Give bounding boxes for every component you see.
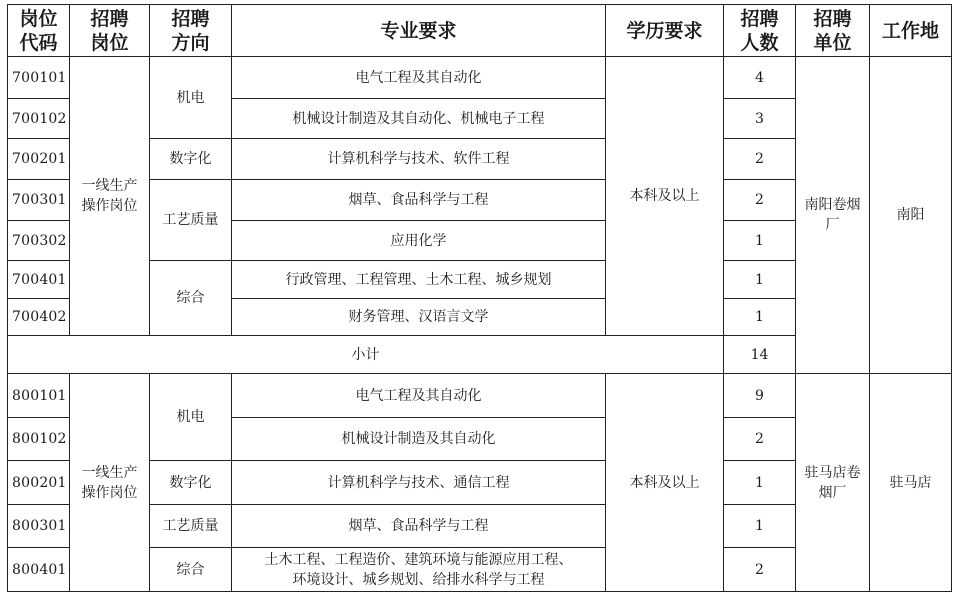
header-count: 招聘 人数 <box>724 5 796 57</box>
count-cell: 3 <box>724 99 796 139</box>
major-cell: 计算机科学与技术、通信工程 <box>232 461 606 505</box>
count-cell: 9 <box>724 374 796 418</box>
code-cell: 700301 <box>8 180 70 221</box>
code-cell: 700402 <box>8 299 70 336</box>
direction-cell: 综合 <box>150 261 232 336</box>
code-cell: 800301 <box>8 505 70 548</box>
direction-cell: 机电 <box>150 374 232 461</box>
subtotal-label: 小计 <box>8 336 724 374</box>
major-cell: 行政管理、工程管理、土木工程、城乡规划 <box>232 261 606 299</box>
count-cell: 2 <box>724 180 796 221</box>
major-cell: 电气工程及其自动化 <box>232 374 606 418</box>
position-cell: 一线生产 操作岗位 <box>70 57 150 336</box>
subtotal-value: 14 <box>724 336 796 374</box>
count-cell: 1 <box>724 299 796 336</box>
code-cell: 700302 <box>8 221 70 261</box>
location-cell: 南阳 <box>870 57 952 374</box>
header-education: 学历要求 <box>606 5 724 57</box>
table-row <box>8 374 952 418</box>
header-code: 岗位 代码 <box>8 5 70 57</box>
unit-cell: 南阳卷烟 厂 <box>796 57 870 374</box>
major-cell: 土木工程、工程造价、建筑环境与能源应用工程、 环境设计、城乡规划、给排水科学与工程 <box>232 548 606 592</box>
header-direction: 招聘 方向 <box>150 5 232 57</box>
direction-cell: 工艺质量 <box>150 505 232 548</box>
major-cell: 机械设计制造及其自动化、机械电子工程 <box>232 99 606 139</box>
education-cell: 本科及以上 <box>606 57 724 336</box>
code-cell: 800101 <box>8 374 70 418</box>
code-cell: 800102 <box>8 418 70 461</box>
code-cell: 700102 <box>8 99 70 139</box>
major-cell: 烟草、食品科学与工程 <box>232 505 606 548</box>
major-cell: 计算机科学与技术、软件工程 <box>232 139 606 180</box>
count-cell: 1 <box>724 221 796 261</box>
recruitment-table <box>7 4 952 592</box>
count-cell: 2 <box>724 418 796 461</box>
major-cell: 机械设计制造及其自动化 <box>232 418 606 461</box>
code-cell: 700101 <box>8 57 70 99</box>
code-cell: 800201 <box>8 461 70 505</box>
major-cell: 电气工程及其自动化 <box>232 57 606 99</box>
count-cell: 1 <box>724 461 796 505</box>
direction-cell: 机电 <box>150 57 232 139</box>
position-cell: 一线生产 操作岗位 <box>70 374 150 592</box>
major-cell: 烟草、食品科学与工程 <box>232 180 606 221</box>
header-location: 工作地 <box>870 5 952 57</box>
code-cell: 700201 <box>8 139 70 180</box>
major-cell: 财务管理、汉语言文学 <box>232 299 606 336</box>
header-unit: 招聘 单位 <box>796 5 870 57</box>
count-cell: 1 <box>724 505 796 548</box>
header-major: 专业要求 <box>232 5 606 57</box>
table-row <box>8 57 952 99</box>
count-cell: 2 <box>724 548 796 592</box>
count-cell: 2 <box>724 139 796 180</box>
unit-cell: 驻马店卷 烟厂 <box>796 374 870 592</box>
major-cell: 应用化学 <box>232 221 606 261</box>
count-cell: 4 <box>724 57 796 99</box>
header-row <box>8 5 952 57</box>
code-cell: 800401 <box>8 548 70 592</box>
header-position: 招聘 岗位 <box>70 5 150 57</box>
count-cell: 1 <box>724 261 796 299</box>
direction-cell: 数字化 <box>150 461 232 505</box>
direction-cell: 数字化 <box>150 139 232 180</box>
location-cell: 驻马店 <box>870 374 952 592</box>
education-cell: 本科及以上 <box>606 374 724 592</box>
direction-cell: 综合 <box>150 548 232 592</box>
code-cell: 700401 <box>8 261 70 299</box>
direction-cell: 工艺质量 <box>150 180 232 261</box>
